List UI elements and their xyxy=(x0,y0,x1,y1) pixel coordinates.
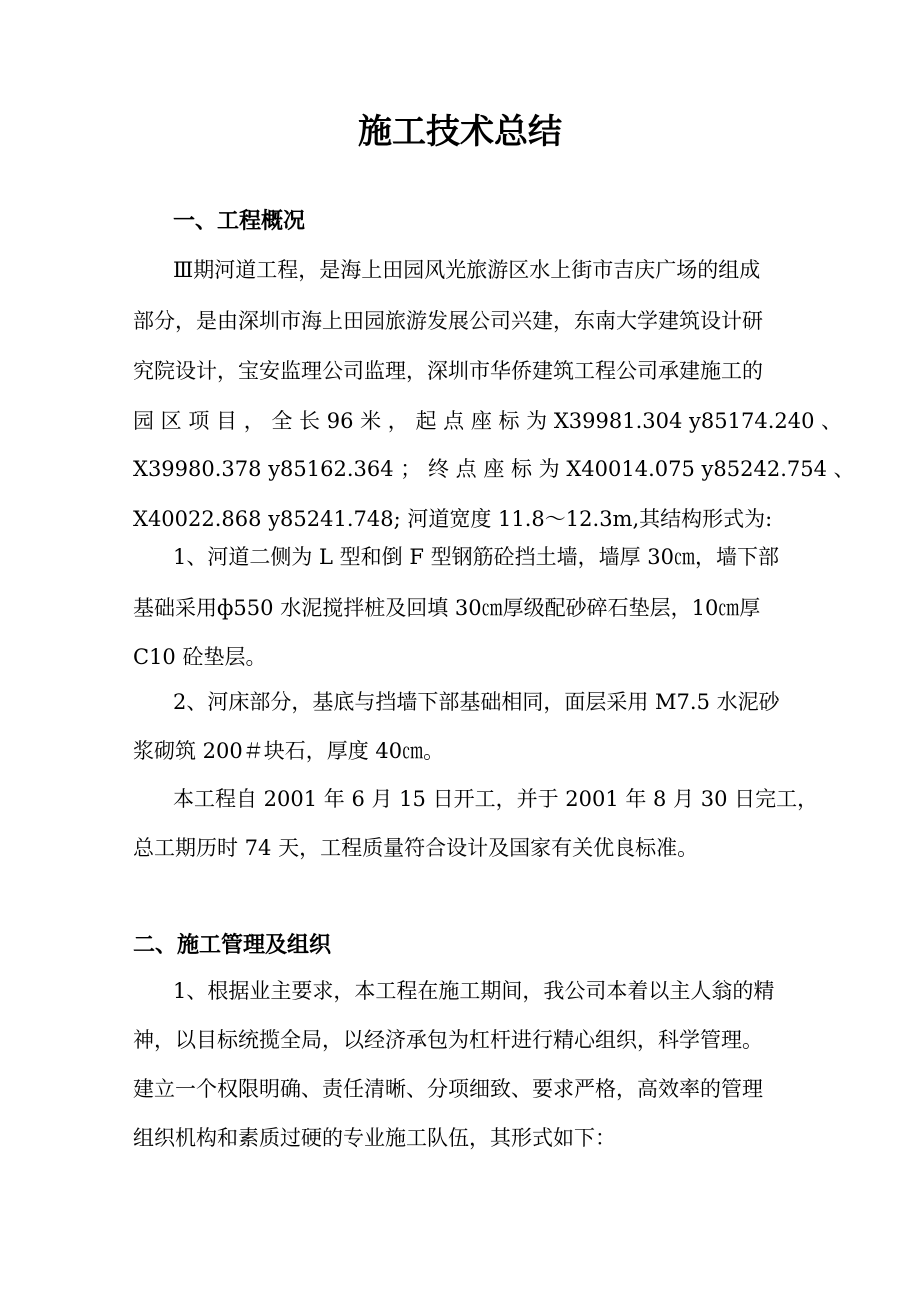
page-title: 施工技术总结 xyxy=(358,112,562,152)
paragraph-line: 1、河道二侧为 L 型和倒 F 型钢筋砼挡土墙，墙厚 30㎝，墙下部 xyxy=(173,545,779,569)
paragraph-line: 部分，是由深圳市海上田园旅游发展公司兴建，东南大学建筑设计研 xyxy=(133,309,763,333)
paragraph-line: Ⅲ期河道工程，是海上田园风光旅游区水上街市吉庆广场的组成 xyxy=(173,258,761,282)
paragraph-line: 神，以目标统揽全局，以经济承包为杠杆进行精心组织，科学管理。 xyxy=(133,1028,763,1052)
paragraph-line: 1、根据业主要求，本工程在施工期间，我公司本着以主人翁的精 xyxy=(173,979,775,1003)
paragraph-line: 园 区 项 目 ， 全 长 96 米 ， 起 点 座 标 为 X39981.304 y85174.240 、 xyxy=(133,409,843,433)
paragraph-line: 浆砌筑 200＃块石，厚度 40㎝。 xyxy=(133,739,445,763)
paragraph-line: X40022.868 y85241.748; 河道宽度 11.8～12.3m,其结构形式为: xyxy=(133,507,773,531)
paragraph-line: 建立一个权限明确、责任清晰、分项细致、要求严格，高效率的管理 xyxy=(133,1077,763,1101)
paragraph-line: 组织机构和素质过硬的专业施工队伍，其形式如下： xyxy=(133,1126,616,1150)
paragraph-line: 2、河床部分，基底与挡墙下部基础相同，面层采用 M7.5 水泥砂 xyxy=(173,690,780,714)
section-heading-overview: 一、工程概况 xyxy=(173,208,306,234)
paragraph-line: X39980.378 y85162.364 ； 终 点 座 标 为 X40014.075 y85242.754 、 xyxy=(133,457,855,481)
paragraph-line: C10 砼垫层。 xyxy=(133,645,267,669)
paragraph-line: 本工程自 2001 年 6 月 15 日开工，并于 2001 年 8 月 30 日完工， xyxy=(173,787,819,811)
paragraph-line: 究院设计，宝安监理公司监理，深圳市华侨建筑工程公司承建施工的 xyxy=(133,359,763,383)
paragraph-line: 基础采用ф550 水泥搅拌桩及回填 30㎝厚级配砂碎石垫层，10㎝厚 xyxy=(133,596,761,620)
section-heading-management: 二、施工管理及组织 xyxy=(133,932,332,958)
paragraph-line: 总工期历时 74 天，工程质量符合设计及国家有关优良标准。 xyxy=(133,836,699,860)
